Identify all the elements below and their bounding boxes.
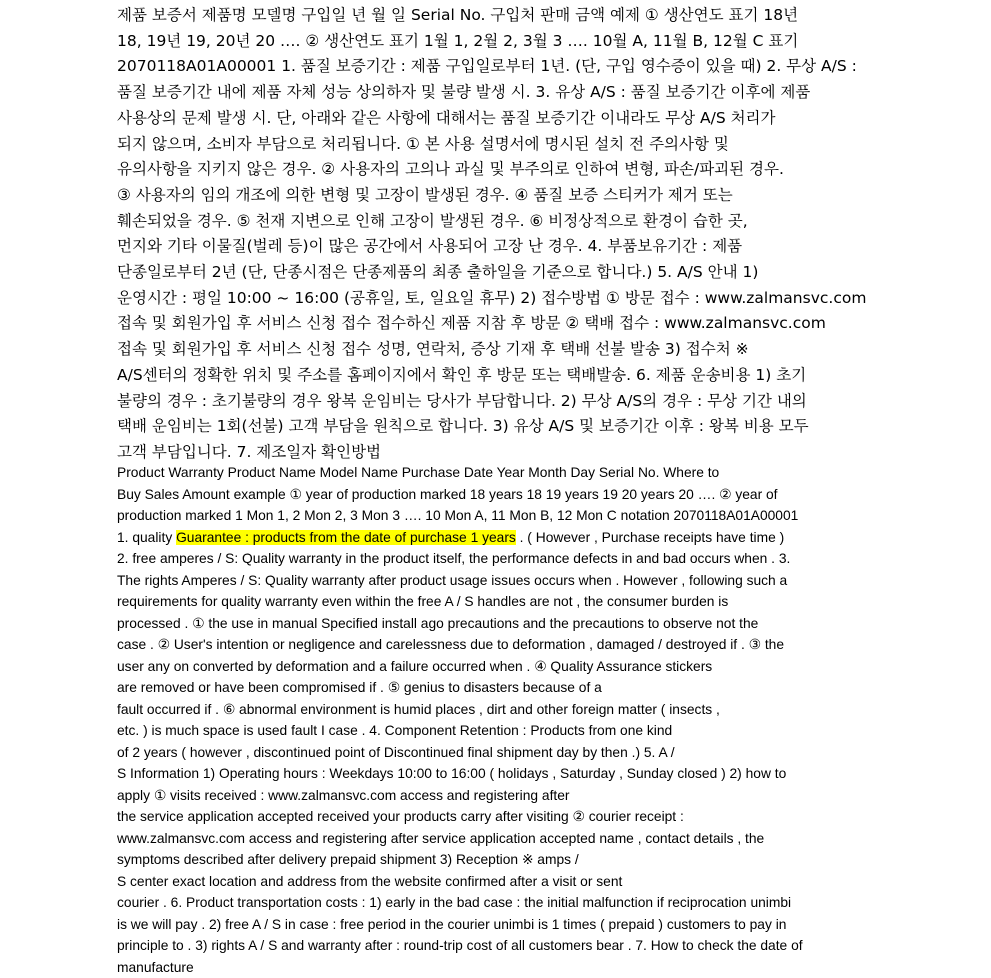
korean-line: 접속 및 회원가입 후 서비스 신청 접수 성명, 연락처, 증상 기재 후 택배 선불 발송 3) 접수처 ※ (117, 340, 749, 359)
line-suffix: . ( However , Purchase receipts have time ) (515, 529, 785, 545)
english-line: processed . ① the use in manual Specified install ago precautions and the precautions to observe not the (117, 615, 759, 631)
english-line: production marked 1 Mon 1, 2 Mon 2, 3 Mon 3 …. 10 Mon A, 11 Mon B, 12 Mon C notation 2070118A01A00001 (117, 508, 799, 523)
korean-line: 불량의 경우 : 초기불량의 경우 왕복 운임비는 당사가 부담합니다. 2) 무상 A/S의 경우 : 무상 기간 내의 (117, 391, 807, 410)
english-warranty-text (117, 462, 877, 978)
english-line: fault occurred if . ⑥ abnormal environment is humid places , dirt and other foreign matter ( insects , (117, 701, 720, 717)
english-line: manufacture (117, 959, 194, 975)
english-line: Product Warranty Product Name Model Name Purchase Date Year Month Day Serial No. Where to (117, 465, 720, 480)
english-line: apply ① visits received : www.zalmansvc.com access and registering after (117, 787, 570, 803)
korean-line: 훼손되었을 경우. ⑤ 천재 지변으로 인해 고장이 발생된 경우. ⑥ 비정상적으로 환경이 습한 곳, (117, 211, 748, 230)
korean-line: 제품 보증서 제품명 모델명 구입일 년 월 일 Serial No. 구입처 판매 금액 예제 ① 생산연도 표기 18년 (117, 6, 799, 24)
korean-line: 2070118A01A00001 1. 품질 보증기간 : 제품 구입일로부터 1년. (단, 구입 영수증이 있을 때) 2. 무상 A/S : (117, 57, 857, 76)
english-line: user any on converted by deformation and a failure occurred when . ④ Quality Assurance stickers (117, 658, 713, 674)
english-line: are removed or have been compromised if . ⑤ genius to disasters because of a (117, 680, 602, 695)
korean-line: 사용상의 문제 발생 시. 단, 아래와 같은 사항에 대해서는 품질 보증기간 이내라도 무상 A/S 처리가 (117, 108, 776, 127)
english-line: symptoms described after delivery prepaid shipment 3) Reception ※ amps / (117, 852, 579, 867)
korean-line: 접속 및 회원가입 후 서비스 신청 접수 접수하신 제품 지참 후 방문 ② 택배 접수 : www.zalmansvc.com (117, 314, 826, 333)
english-line: Buy Sales Amount example ① year of production marked 18 years 18 19 years 19 20 years 20 …. ② year of (117, 486, 778, 502)
english-line-highlighted (117, 527, 877, 549)
korean-line: 운영시간 : 평일 10:00 ~ 16:00 (공휴일, 토, 일요일 휴무) 2) 접수방법 ① 방문 접수 : www.zalmansvc.com (117, 288, 867, 307)
korean-line: A/S센터의 정확한 위치 및 주소를 홈페이지에서 확인 후 방문 또는 택배발송. 6. 제품 운송비용 1) 초기 (117, 365, 807, 384)
english-line: S center exact location and address from the website confirmed after a visit or sent (117, 873, 623, 889)
english-line: The rights Amperes / S: Quality warranty after product usage issues occurs when . However , following such a (117, 572, 788, 588)
korean-line: 되지 않으며, 소비자 부담으로 처리됩니다. ① 본 사용 설명서에 명시된 설치 전 주의사항 및 (117, 134, 729, 153)
english-line: principle to . 3) rights A / S and warranty after : round-trip cost of all customers bear . 7. How to check the date of (117, 938, 803, 953)
english-line: etc. ) is much space is used fault I case . 4. Component Retention : Products from one kind (117, 723, 673, 738)
korean-line: 먼지와 기타 이물질(벌레 등)이 많은 공간에서 사용되어 고장 난 경우. 4. 부품보유기간 : 제품 (117, 237, 743, 256)
korean-line: 단종일로부터 2년 (단, 단종시점은 단종제품의 최종 출하일을 기준으로 합니다.) 5. A/S 안내 1) (117, 263, 759, 282)
korean-line: 택배 운임비는 1회(선불) 고객 부담을 원칙으로 합니다. 3) 유상 A/S 및 보증기간 이후 : 왕복 비용 모두 (117, 417, 809, 436)
korean-line: 18, 19년 19, 20년 20 …. ② 생산연도 표기 1월 1, 2월 2, 3월 3 …. 10월 A, 11월 B, 12월 C 표기 (117, 31, 799, 50)
english-line: requirements for quality warranty even within the free A / S handles are not , the consumer burden is (117, 594, 729, 609)
korean-warranty-text (117, 3, 887, 466)
korean-line: ③ 사용자의 임의 개조에 의한 변형 및 고장이 발생된 경우. ④ 품질 보증 스티커가 제거 또는 (117, 185, 733, 204)
line-prefix: 1. quality (117, 529, 177, 545)
english-line: 2. free amperes / S: Quality warranty in the product itself, the performance defects in and bad occurs when . 3. (117, 551, 791, 566)
korean-line: 고객 부담입니다. 7. 제조일자 확인방법 (117, 442, 382, 461)
highlighted-guarantee-text: Guarantee : products from the date of purchase 1 years (176, 529, 516, 545)
english-line: courier . 6. Product transportation costs : 1) early in the bad case : the initial malfunction if reciprocation unimbi (117, 895, 792, 910)
english-line: of 2 years ( however , discontinued point of Discontinued final shipment day by then .) 5. A / (117, 744, 675, 760)
korean-line: 품질 보증기간 내에 제품 자체 성능 상의하자 및 불량 발생 시. 3. 유상 A/S : 품질 보증기간 이후에 제품 (117, 83, 811, 102)
english-line: S Information 1) Operating hours : Weekdays 10:00 to 16:00 ( holidays , Saturday , Sunday closed ) 2) how to (117, 766, 787, 781)
korean-line: 유의사항을 지키지 않은 경우. ② 사용자의 고의나 과실 및 부주의로 인하여 변형, 파손/파괴된 경우. (117, 160, 784, 179)
english-line: is we will pay . 2) free A / S in case : free period in the courier unimbi is 1 times ( prepaid ) customers to pay in (117, 916, 787, 932)
english-line: case . ② User's intention or negligence and carelessness due to deformation , damaged / destroyed if . ③ the (117, 637, 784, 652)
english-line: the service application accepted received your products carry after visiting ② courier receipt : (117, 809, 684, 824)
english-line: www.zalmansvc.com access and registering after service application accepted name , contact details , the (117, 830, 765, 846)
